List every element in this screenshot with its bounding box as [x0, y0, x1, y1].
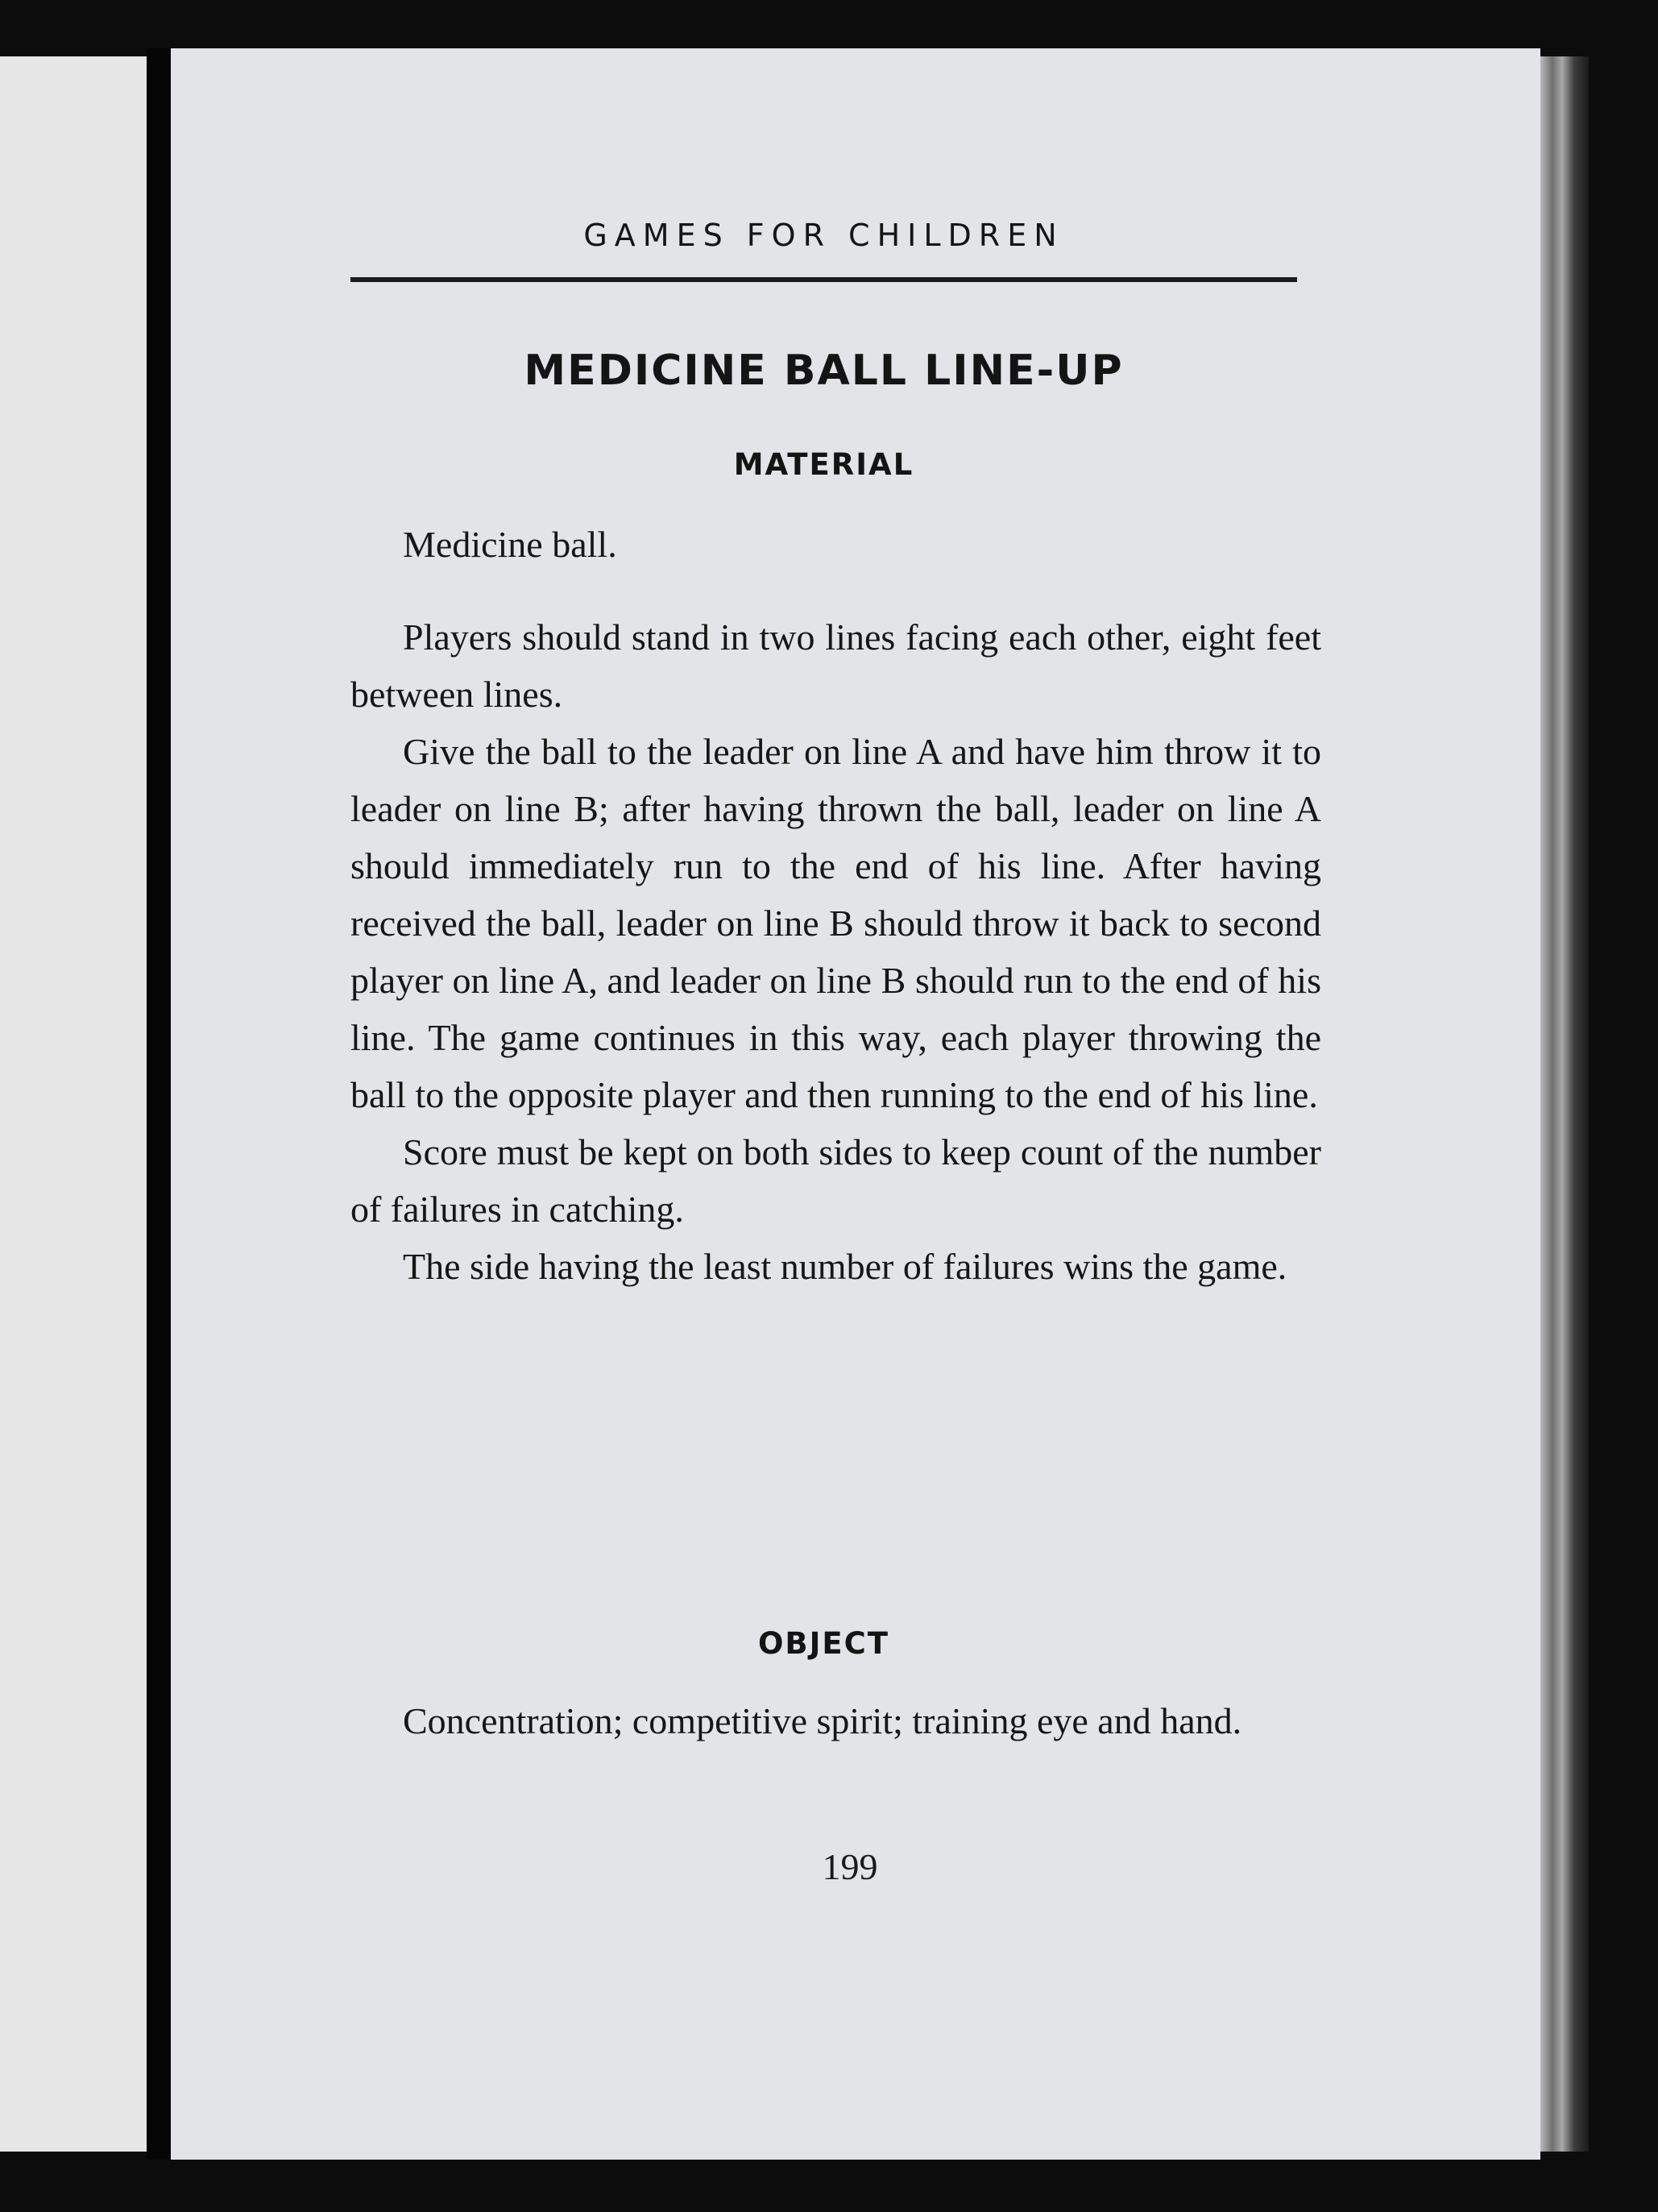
- page-stack-edge: [1540, 56, 1589, 2152]
- page-title: MEDICINE BALL LINE-UP: [524, 347, 1124, 395]
- facing-page-edge: [0, 56, 147, 2152]
- paragraph-winner: The side having the least number of failures wins the game.: [403, 1246, 1287, 1287]
- object-heading: OBJECT: [757, 1626, 890, 1661]
- paragraph-rules: Give the ball to the leader on line A and have him throw it to leader on line B; after having thrown the ball, leader on line A should immediately run to the end of his line. After having received the ball, leader on line B should throw it back to second player on line A, and leader on line B should run to the end of his line. The game continues in this way, each player throwing the ball to the opposite player and then running to the end of his line.: [350, 731, 1321, 1115]
- running-head: GAMES FOR CHILDREN: [583, 218, 1064, 253]
- material-text-block: [350, 516, 1321, 573]
- material-heading: MATERIAL: [733, 447, 914, 482]
- instructions-block: [350, 608, 1321, 1295]
- material-text: Medicine ball.: [403, 524, 617, 565]
- header-rule: [350, 277, 1297, 282]
- book-gutter: [147, 48, 171, 2160]
- paragraph-setup: Players should stand in two lines facing each other, eight feet between lines.: [350, 616, 1321, 715]
- object-text: Concentration; competitive spirit; training eye and hand.: [403, 1700, 1242, 1741]
- page-number: 199: [822, 1846, 878, 1887]
- object-text-block: [350, 1692, 1321, 1749]
- paragraph-scoring: Score must be kept on both sides to keep count of the number of failures in catching.: [350, 1131, 1321, 1230]
